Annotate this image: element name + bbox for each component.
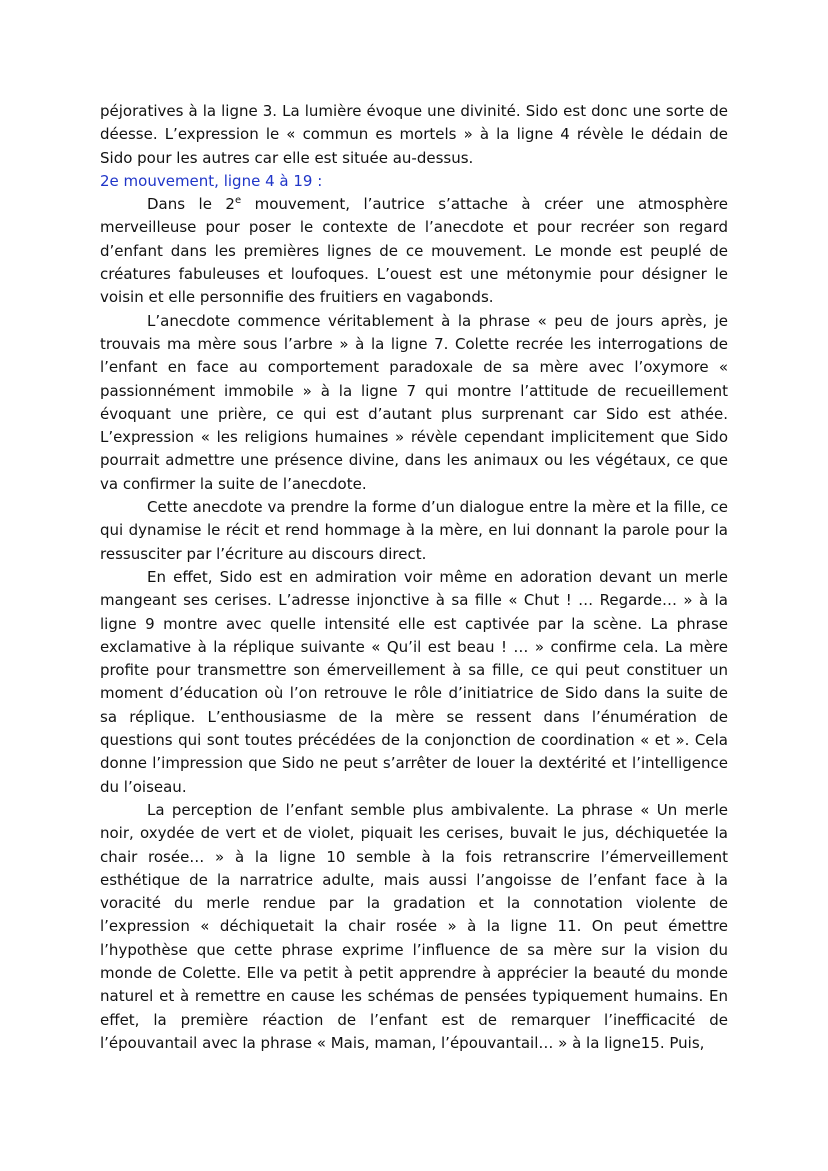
ordinal-superscript: e [234,195,242,207]
paragraph-atmosphere [100,193,728,309]
section-heading: 2e mouvement, ligne 4 à 19 : [100,171,323,190]
paragraph-perception: La perception de l’enfant semble plus ambivalente. La phrase « Un merle noir, oxydée de vert et de violet, piquait les cerises, buvait le jus, déchiquetée la chair rosée… » à la ligne 10 semble à la fois retranscrire l’émerveillement esthétique de la narratrice adulte, mais aussi l’angoisse de l’enfant face à la voracité du merle rendue par la gradation et la connotation violente de l’expression « déchiquetait la chair rosée » à la ligne 11. On peut émettre l’hypothèse que cette phrase exprime l’influence de sa mère sur la vision du monde de Colette. Elle va petit à petit apprendre à apprécier la beauté du monde naturel et à remettre en cause les schémas de pensées typiquement humains. En effet, la première réaction de l’enfant est de remarquer l’inefficacité de l’épouvantail avec la phrase « Mais, maman, l’épouvantail… » à la ligne15. Puis, [100,800,728,1052]
paragraph-dialogue: Cette anecdote va prendre la forme d’un dialogue entre la mère et la fille, ce qui dynamise le récit et rend hommage à la mère, en lui donnant la parole pour la ressusciter par l’écriture au discours direct. [100,498,728,563]
intro-paragraph: péjoratives à la ligne 3. La lumière évoque une divinité. Sido est donc une sorte de déesse. L’expression le « commun es mortels » à la ligne 4 révèle le dédain de Sido pour les autres car elle est située au-dessus. [100,102,728,167]
paragraph-anecdote: L’anecdote commence véritablement à la phrase « peu de jours après, je trouvais ma mère sous l’arbre » à la ligne 7. Colette recrée les interrogations de l’enfant en face au comportement paradoxale de sa mère avec l’oxymore « passionnément immobile » à la ligne 7 qui montre l’attitude de recueillement évoquant une prière, ce qui est d’autant plus surprenant car Sido est athée. L’expression « les religions humaines » révèle cependant implicitement que Sido pourrait admettre une présence divine, dans les animaux ou les végétaux, ce que va confirmer la suite de l’anecdote. [100,311,728,493]
paragraph-atmosphere-rest: mouvement, l’autrice s’attache à créer une atmosphère merveilleuse pour poser le contexte de l’anecdote et pour recréer son regard d’enfant dans les premières lignes de ce mouvement. Le monde est peuplé de créatures fabuleuses et loufoques. L’ouest est une métonymie pour désigner le voisin et elle personnifie des fruitiers en vagabonds. [100,195,728,307]
paragraph-admiration: En effet, Sido est en admiration voir même en adoration devant un merle mangeant ses cerises. L’adresse injonctive à sa fille « Chut ! … Regarde… » à la ligne 9 montre avec quelle intensité elle est captivée par la scène. La phrase exclamative à la réplique suivante « Qu’il est beau ! … » confirme cela. La mère profite pour transmettre son émerveillement à sa fille, ce qui peut constituer un moment d’éducation où l’on retrouve le rôle d’initiatrice de Sido dans la suite de sa réplique. L’enthousiasme de la mère se ressent dans l’énumération de questions qui sont toutes précédées de la conjonction de coordination « et ». Cela donne l’impression que Sido ne peut s’arrêter de louer la dextérité et l’intelligence du l’oiseau. [100,567,728,796]
document-page [100,100,728,1055]
paragraph-atmosphere-start: Dans le 2 [147,195,235,214]
